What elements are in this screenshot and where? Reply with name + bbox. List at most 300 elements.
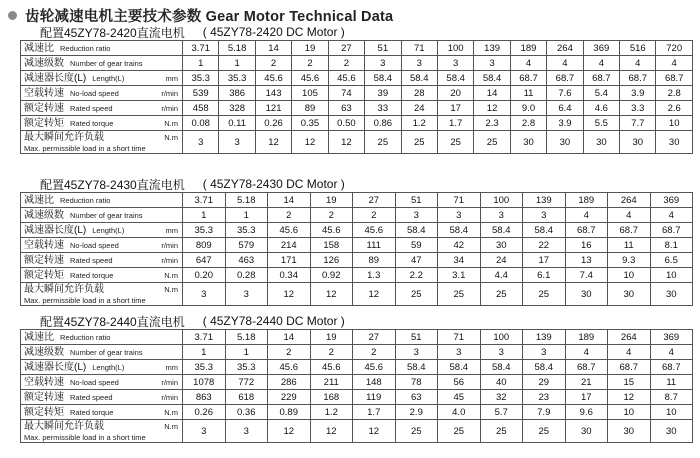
row-label-en: Rated torque <box>70 118 114 128</box>
table-cell: 14 <box>474 86 510 101</box>
table-cell: 7.6 <box>547 86 583 101</box>
table-row <box>21 345 693 360</box>
table-cell: 89 <box>292 101 328 116</box>
table-cell: 12 <box>608 390 651 405</box>
row-label-unit: N.m <box>164 270 178 280</box>
table-cell: 10 <box>608 405 651 420</box>
table-cell: 71 <box>401 41 437 56</box>
table-cell: 89 <box>353 253 396 268</box>
table-cell: 4 <box>656 56 692 71</box>
table-cell: 68.7 <box>608 360 651 375</box>
table-cell: 0.08 <box>183 116 219 131</box>
table-cell: 21 <box>565 375 608 390</box>
table-cell: 4.4 <box>480 268 523 283</box>
row-label-zh: 额定转速 <box>24 102 64 114</box>
table-cell: 25 <box>480 420 523 443</box>
table-cell: 168 <box>310 390 353 405</box>
spec-table-2430 <box>20 192 693 306</box>
table-cell: 4 <box>547 56 583 71</box>
table-cell: 19 <box>292 41 328 56</box>
table-cell: 17 <box>437 101 473 116</box>
table-cell: 720 <box>656 41 692 56</box>
table-cell: 29 <box>523 375 566 390</box>
table-cell: 51 <box>395 193 438 208</box>
row-label <box>21 283 183 306</box>
table-cell: 3 <box>183 420 226 443</box>
table-cell: 3 <box>438 345 481 360</box>
table-cell: 189 <box>510 41 546 56</box>
table-cell: 12 <box>353 420 396 443</box>
table-cell: 4 <box>565 345 608 360</box>
table-cell: 229 <box>268 390 311 405</box>
table-cell: 22 <box>523 238 566 253</box>
table-cell: 369 <box>650 193 693 208</box>
table-cell: 30 <box>480 238 523 253</box>
table-cell: 3 <box>225 420 268 443</box>
table-cell: 58.4 <box>395 360 438 375</box>
table-cell: 3.9 <box>620 86 656 101</box>
table-cell: 45.6 <box>310 223 353 238</box>
spec-table-2440 <box>20 329 693 443</box>
table-cell: 35.3 <box>219 71 255 86</box>
table-cell: 17 <box>565 390 608 405</box>
row-label-en: Rated torque <box>70 407 114 417</box>
table-cell: 3 <box>183 283 226 306</box>
row-label-zh: 减速比 <box>24 42 54 54</box>
table-cell: 68.7 <box>583 71 619 86</box>
table-cell: 4 <box>608 208 651 223</box>
row-label-zh: 最大瞬间允许负载 <box>24 132 104 143</box>
table-row <box>21 101 693 116</box>
row-label-zh: 额定转速 <box>24 254 64 266</box>
table-cell: 10 <box>608 268 651 283</box>
table-cell: 35.3 <box>225 223 268 238</box>
table-cell: 39 <box>365 86 401 101</box>
row-label-zh: 空载转速 <box>24 87 64 99</box>
table-row <box>21 238 693 253</box>
table-row <box>21 330 693 345</box>
table-cell: 45.6 <box>328 71 364 86</box>
table-cell: 1 <box>183 208 226 223</box>
row-label-unit: r/min <box>161 377 178 387</box>
table-cell: 772 <box>225 375 268 390</box>
table-cell: 5.18 <box>225 330 268 345</box>
table-cell: 3 <box>183 131 219 154</box>
table-cell: 14 <box>268 330 311 345</box>
table-cell: 5.5 <box>583 116 619 131</box>
row-label-unit: r/min <box>161 255 178 265</box>
page-title: 齿轮减速电机主要技术参数 Gear Motor Technical Data <box>25 8 394 25</box>
table-cell: 12 <box>328 131 364 154</box>
table-cell: 139 <box>523 193 566 208</box>
section-title-en: ( 45ZY78-2440 DC Motor ) <box>202 314 345 328</box>
table-cell: 264 <box>547 41 583 56</box>
section-title <box>20 313 692 329</box>
table-cell: 10 <box>650 268 693 283</box>
row-label <box>21 41 183 56</box>
table-cell: 68.7 <box>565 223 608 238</box>
table-cell: 58.4 <box>401 71 437 86</box>
table-cell: 19 <box>310 330 353 345</box>
table-cell: 121 <box>255 101 291 116</box>
table-cell: 2 <box>268 345 311 360</box>
row-label-unit: N.m <box>164 133 178 142</box>
table-cell: 74 <box>328 86 364 101</box>
table-cell: 0.26 <box>183 405 226 420</box>
table-cell: 0.26 <box>255 116 291 131</box>
table-cell: 45.6 <box>292 71 328 86</box>
table-cell: 0.89 <box>268 405 311 420</box>
table-cell: 2 <box>328 56 364 71</box>
table-cell: 158 <box>310 238 353 253</box>
table-cell: 0.35 <box>292 116 328 131</box>
table-cell: 1078 <box>183 375 226 390</box>
table-cell: 58.4 <box>365 71 401 86</box>
table-cell: 42 <box>438 238 481 253</box>
table-cell: 40 <box>480 375 523 390</box>
row-label-zh: 减速器长度(L) <box>24 72 87 84</box>
table-cell: 0.34 <box>268 268 311 283</box>
table-cell: 3 <box>438 208 481 223</box>
table-cell: 516 <box>620 41 656 56</box>
table-cell: 1 <box>219 56 255 71</box>
motor-2430-section <box>20 176 692 306</box>
table-row <box>21 405 693 420</box>
table-cell: 8.7 <box>650 390 693 405</box>
table-cell: 25 <box>474 131 510 154</box>
table-row <box>21 131 693 154</box>
row-label <box>21 193 183 208</box>
table-cell: 25 <box>523 283 566 306</box>
row-label-unit: r/min <box>161 392 178 402</box>
table-cell: 12 <box>474 101 510 116</box>
row-label-zh: 空载转速 <box>24 376 64 388</box>
row-label-en: Reduction ratio <box>60 195 111 205</box>
table-cell: 12 <box>353 283 396 306</box>
table-cell: 25 <box>480 283 523 306</box>
table-cell: 1 <box>225 208 268 223</box>
table-cell: 211 <box>310 375 353 390</box>
table-cell: 3 <box>480 345 523 360</box>
table-cell: 25 <box>395 420 438 443</box>
row-label-unit: r/min <box>161 88 178 98</box>
table-cell: 68.7 <box>650 223 693 238</box>
table-cell: 809 <box>183 238 226 253</box>
row-label <box>21 238 183 253</box>
table-cell: 1.3 <box>353 268 396 283</box>
row-label-en: No-load speed <box>70 377 119 387</box>
row-label-unit: N.m <box>164 407 178 417</box>
row-label-en: No-load speed <box>70 240 119 250</box>
table-cell: 11 <box>608 238 651 253</box>
table-cell: 3 <box>365 56 401 71</box>
row-label-en: Length(L) <box>92 225 125 235</box>
table-cell: 35.3 <box>225 360 268 375</box>
table-cell: 264 <box>608 330 651 345</box>
table-cell: 58.4 <box>480 360 523 375</box>
table-cell: 30 <box>565 283 608 306</box>
table-cell: 286 <box>268 375 311 390</box>
table-cell: 5.18 <box>219 41 255 56</box>
row-label-unit: mm <box>165 362 178 372</box>
table-cell: 3.71 <box>183 330 226 345</box>
row-label-zh: 减速级数 <box>24 346 64 358</box>
table-row <box>21 420 693 443</box>
row-label-zh: 额定转速 <box>24 391 64 403</box>
table-cell: 189 <box>565 193 608 208</box>
row-label-unit: mm <box>165 225 178 235</box>
table-cell: 4 <box>650 208 693 223</box>
table-cell: 0.20 <box>183 268 226 283</box>
table-cell: 369 <box>583 41 619 56</box>
table-cell: 3 <box>523 345 566 360</box>
table-cell: 25 <box>395 283 438 306</box>
table-cell: 2.8 <box>656 86 692 101</box>
table-cell: 6.4 <box>547 101 583 116</box>
table-cell: 1 <box>225 345 268 360</box>
table-cell: 863 <box>183 390 226 405</box>
table-cell: 9.0 <box>510 101 546 116</box>
table-cell: 1.2 <box>310 405 353 420</box>
row-label-zh: 减速器长度(L) <box>24 224 87 236</box>
table-cell: 30 <box>650 420 693 443</box>
table-cell: 24 <box>401 101 437 116</box>
table-cell: 3.3 <box>620 101 656 116</box>
table-row <box>21 193 693 208</box>
table-cell: 386 <box>219 86 255 101</box>
table-cell: 2 <box>310 345 353 360</box>
table-cell: 618 <box>225 390 268 405</box>
row-label-en: Length(L) <box>92 362 125 372</box>
table-cell: 3 <box>401 56 437 71</box>
table-cell: 0.50 <box>328 116 364 131</box>
table-cell: 58.4 <box>395 223 438 238</box>
table-row <box>21 41 693 56</box>
table-cell: 25 <box>437 131 473 154</box>
table-cell: 12 <box>255 131 291 154</box>
table-cell: 51 <box>365 41 401 56</box>
table-cell: 9.6 <box>565 405 608 420</box>
motor-2420-section <box>20 24 692 154</box>
table-cell: 2 <box>353 208 396 223</box>
table-cell: 264 <box>608 193 651 208</box>
table-cell: 25 <box>438 283 481 306</box>
table-cell: 1.2 <box>401 116 437 131</box>
table-row <box>21 360 693 375</box>
row-label <box>21 375 183 390</box>
table-cell: 58.4 <box>523 360 566 375</box>
table-cell: 463 <box>225 253 268 268</box>
table-cell: 19 <box>310 193 353 208</box>
table-cell: 45.6 <box>310 360 353 375</box>
bullet-icon <box>8 11 17 20</box>
table-cell: 71 <box>438 193 481 208</box>
table-cell: 3 <box>225 283 268 306</box>
table-cell: 100 <box>480 193 523 208</box>
table-cell: 10 <box>656 116 692 131</box>
table-cell: 51 <box>395 330 438 345</box>
row-label-zh: 额定转矩 <box>24 269 64 281</box>
table-cell: 2.8 <box>510 116 546 131</box>
row-label-zh: 最大瞬间允许负载 <box>24 421 104 432</box>
table-cell: 13 <box>565 253 608 268</box>
table-cell: 68.7 <box>547 71 583 86</box>
table-cell: 45.6 <box>353 223 396 238</box>
table-cell: 68.7 <box>565 360 608 375</box>
table-row <box>21 116 693 131</box>
table-cell: 30 <box>608 283 651 306</box>
row-label <box>21 345 183 360</box>
table-cell: 5.7 <box>480 405 523 420</box>
table-cell: 14 <box>268 193 311 208</box>
table-cell: 7.4 <box>565 268 608 283</box>
row-label <box>21 131 183 154</box>
table-cell: 30 <box>608 420 651 443</box>
row-label-en: Max. permissible load in a short time <box>24 144 146 153</box>
table-cell: 369 <box>650 330 693 345</box>
table-cell: 35.3 <box>183 360 226 375</box>
table-cell: 0.36 <box>225 405 268 420</box>
row-label-zh: 减速比 <box>24 194 54 206</box>
table-cell: 58.4 <box>437 71 473 86</box>
table-cell: 12 <box>268 283 311 306</box>
table-cell: 78 <box>395 375 438 390</box>
table-row <box>21 86 693 101</box>
table-cell: 16 <box>565 238 608 253</box>
row-label-zh: 减速级数 <box>24 209 64 221</box>
row-label <box>21 101 183 116</box>
table-cell: 30 <box>656 131 692 154</box>
table-cell: 68.7 <box>608 223 651 238</box>
table-cell: 9.3 <box>608 253 651 268</box>
table-cell: 1 <box>183 56 219 71</box>
table-cell: 47 <box>395 253 438 268</box>
table-cell: 4.6 <box>583 101 619 116</box>
table-cell: 2 <box>255 56 291 71</box>
table-cell: 171 <box>268 253 311 268</box>
row-label-zh: 最大瞬间允许负载 <box>24 284 104 295</box>
row-label-unit: N.m <box>164 422 178 431</box>
table-cell: 25 <box>401 131 437 154</box>
table-cell: 10 <box>650 405 693 420</box>
table-cell: 30 <box>583 131 619 154</box>
table-cell: 35.3 <box>183 71 219 86</box>
section-title-zh: 配置45ZY78-2440直流电机 <box>40 314 185 329</box>
table-cell: 1 <box>183 345 226 360</box>
table-cell: 58.4 <box>438 223 481 238</box>
row-label <box>21 330 183 345</box>
table-cell: 56 <box>438 375 481 390</box>
row-label-unit: N.m <box>164 285 178 294</box>
table-cell: 71 <box>438 330 481 345</box>
row-label-zh: 额定转矩 <box>24 406 64 418</box>
table-cell: 2 <box>292 56 328 71</box>
table-cell: 111 <box>353 238 396 253</box>
table-cell: 3 <box>395 345 438 360</box>
table-cell: 68.7 <box>620 71 656 86</box>
table-row <box>21 56 693 71</box>
table-cell: 3 <box>480 208 523 223</box>
table-cell: 58.4 <box>474 71 510 86</box>
table-cell: 458 <box>183 101 219 116</box>
table-cell: 4 <box>510 56 546 71</box>
section-title-zh: 配置45ZY78-2430直流电机 <box>40 177 185 192</box>
table-cell: 0.28 <box>225 268 268 283</box>
table-cell: 0.92 <box>310 268 353 283</box>
row-label-zh: 额定转矩 <box>24 117 64 129</box>
table-row <box>21 208 693 223</box>
row-label <box>21 405 183 420</box>
table-cell: 3.71 <box>183 193 226 208</box>
table-cell: 58.4 <box>480 223 523 238</box>
row-label-zh: 减速级数 <box>24 57 64 69</box>
table-cell: 2.3 <box>474 116 510 131</box>
table-cell: 139 <box>474 41 510 56</box>
spec-table-2420 <box>20 40 693 154</box>
table-cell: 34 <box>438 253 481 268</box>
table-cell: 0.11 <box>219 116 255 131</box>
table-cell: 2 <box>310 208 353 223</box>
table-cell: 126 <box>310 253 353 268</box>
row-label <box>21 71 183 86</box>
table-cell: 63 <box>328 101 364 116</box>
table-cell: 30 <box>565 420 608 443</box>
table-cell: 32 <box>480 390 523 405</box>
table-cell: 27 <box>353 193 396 208</box>
table-cell: 45 <box>438 390 481 405</box>
table-cell: 647 <box>183 253 226 268</box>
table-cell: 2 <box>353 345 396 360</box>
table-cell: 8.1 <box>650 238 693 253</box>
table-cell: 5.18 <box>225 193 268 208</box>
table-cell: 4 <box>650 345 693 360</box>
table-cell: 3.1 <box>438 268 481 283</box>
table-cell: 28 <box>401 86 437 101</box>
table-cell: 68.7 <box>656 71 692 86</box>
row-label-en: Rated torque <box>70 270 114 280</box>
row-label-en: No-load speed <box>70 88 119 98</box>
row-label-en: Max. permissible load in a short time <box>24 433 146 442</box>
section-title-en: ( 45ZY78-2430 DC Motor ) <box>202 177 345 191</box>
table-cell: 35.3 <box>183 223 226 238</box>
table-row <box>21 223 693 238</box>
row-label <box>21 253 183 268</box>
table-cell: 14 <box>255 41 291 56</box>
table-cell: 45.6 <box>268 360 311 375</box>
row-label-en: Rated speed <box>70 392 113 402</box>
row-label-unit: r/min <box>161 103 178 113</box>
table-cell: 3.71 <box>183 41 219 56</box>
row-label <box>21 420 183 443</box>
row-label-en: Reduction ratio <box>60 332 111 342</box>
table-cell: 33 <box>365 101 401 116</box>
table-cell: 58.4 <box>438 360 481 375</box>
table-cell: 148 <box>353 375 396 390</box>
row-label-en: Number of gear trains <box>70 347 143 357</box>
table-cell: 579 <box>225 238 268 253</box>
table-cell: 45.6 <box>268 223 311 238</box>
table-cell: 139 <box>523 330 566 345</box>
table-cell: 3 <box>523 208 566 223</box>
table-cell: 1.7 <box>353 405 396 420</box>
table-cell: 189 <box>565 330 608 345</box>
row-label-en: Max. permissible load in a short time <box>24 296 146 305</box>
row-label-zh: 减速器长度(L) <box>24 361 87 373</box>
table-cell: 20 <box>437 86 473 101</box>
table-cell: 2.2 <box>395 268 438 283</box>
row-label-zh: 空载转速 <box>24 239 64 251</box>
table-cell: 214 <box>268 238 311 253</box>
